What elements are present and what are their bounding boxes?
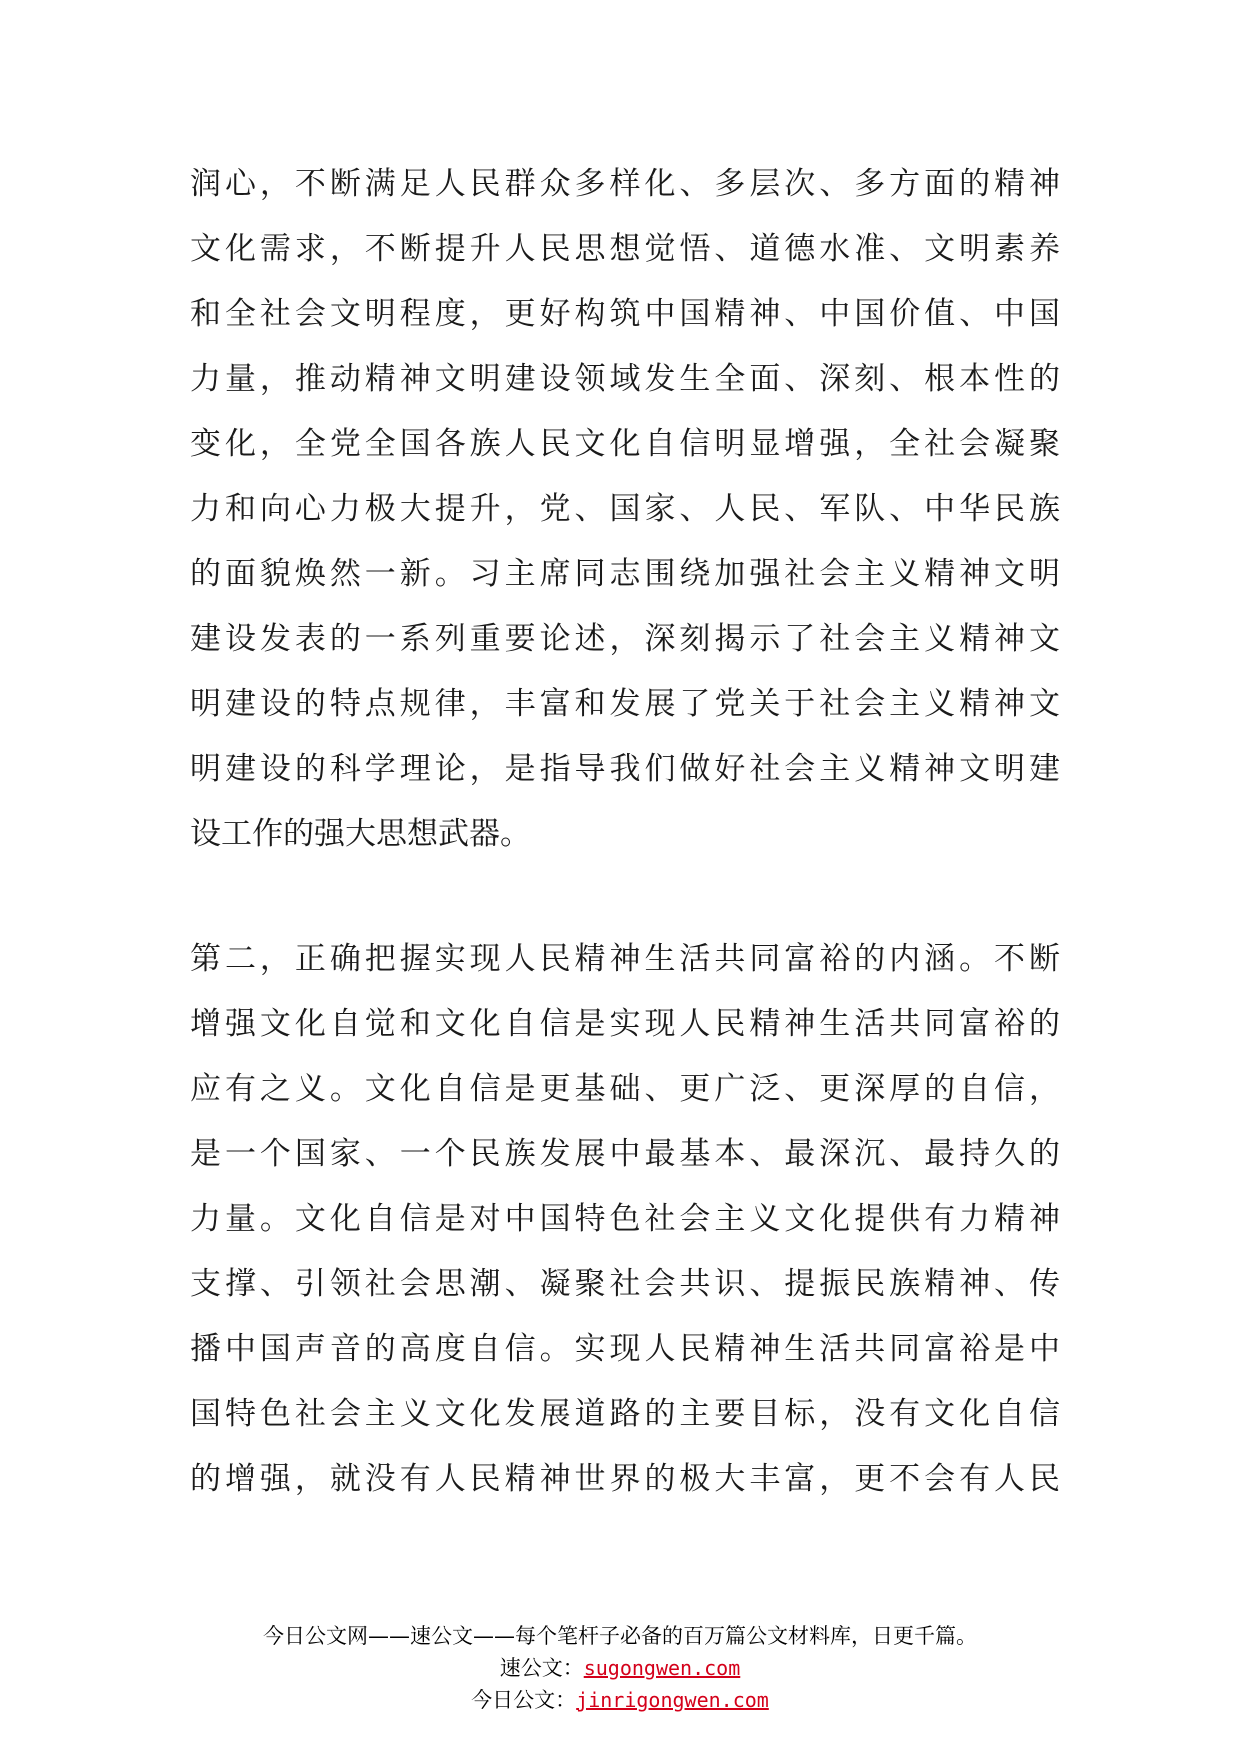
text-line: 的面貌焕然一新。习主席同志围绕加强社会主义精神文明 bbox=[190, 556, 1060, 592]
text-line: 是一个国家、一个民族发展中最基本、最深沉、最持久的 bbox=[190, 1136, 1060, 1172]
page-footer bbox=[0, 1620, 1240, 1716]
text-line: 力量，推动精神文明建设领域发生全面、深刻、根本性的 bbox=[190, 361, 1060, 397]
text-line: 第二，正确把握实现人民精神生活共同富裕的内涵。不断 bbox=[190, 941, 1060, 977]
text-line: 力量。文化自信是对中国特色社会主义文化提供有力精神 bbox=[190, 1201, 1060, 1237]
jinrigongwen-link[interactable]: jinrigongwen.com bbox=[576, 1688, 769, 1712]
text-line: 的增强，就没有人民精神世界的极大丰富，更不会有人民 bbox=[190, 1461, 1060, 1497]
text-line: 播中国声音的高度自信。实现人民精神生活共同富裕是中 bbox=[190, 1331, 1060, 1367]
text-line: 增强文化自觉和文化自信是实现人民精神生活共同富裕的 bbox=[190, 1006, 1060, 1042]
document-body bbox=[190, 152, 1060, 1512]
text-line: 力和向心力极大提升，党、国家、人民、军队、中华民族 bbox=[190, 491, 1060, 527]
text-line: 应有之义。文化自信是更基础、更广泛、更深厚的自信， bbox=[190, 1071, 1060, 1107]
paragraph-2 bbox=[190, 927, 1060, 1512]
footer-label: 今日公文： bbox=[471, 1688, 577, 1712]
text-line: 明建设的特点规律，丰富和发展了党关于社会主义精神文 bbox=[190, 686, 1060, 722]
paragraph-1 bbox=[190, 152, 1060, 867]
sugongwen-link[interactable]: sugongwen.com bbox=[583, 1656, 741, 1680]
footer-slogan: 今日公文网——速公文——每个笔杆子必备的百万篇公文材料库，日更千篇。 bbox=[263, 1624, 977, 1648]
text-line: 和全社会文明程度，更好构筑中国精神、中国价值、中国 bbox=[190, 296, 1060, 332]
text-line: 建设发表的一系列重要论述，深刻揭示了社会主义精神文 bbox=[190, 621, 1060, 657]
footer-link-row-sugongwen bbox=[0, 1652, 1240, 1684]
paragraph-gap bbox=[190, 867, 1060, 927]
text-line: 设工作的强大思想武器。 bbox=[190, 816, 531, 852]
text-line: 变化，全党全国各族人民文化自信明显增强，全社会凝聚 bbox=[190, 426, 1060, 462]
text-line: 国特色社会主义文化发展道路的主要目标，没有文化自信 bbox=[190, 1396, 1060, 1432]
footer-link-row-jinrigongwen bbox=[0, 1684, 1240, 1716]
text-line: 明建设的科学理论，是指导我们做好社会主义精神文明建 bbox=[190, 751, 1060, 787]
text-line: 润心，不断满足人民群众多样化、多层次、多方面的精神 bbox=[190, 166, 1060, 202]
text-line: 支撑、引领社会思潮、凝聚社会共识、提振民族精神、传 bbox=[190, 1266, 1060, 1302]
footer-label: 速公文： bbox=[499, 1656, 584, 1680]
text-line: 文化需求，不断提升人民思想觉悟、道德水准、文明素养 bbox=[190, 231, 1060, 267]
